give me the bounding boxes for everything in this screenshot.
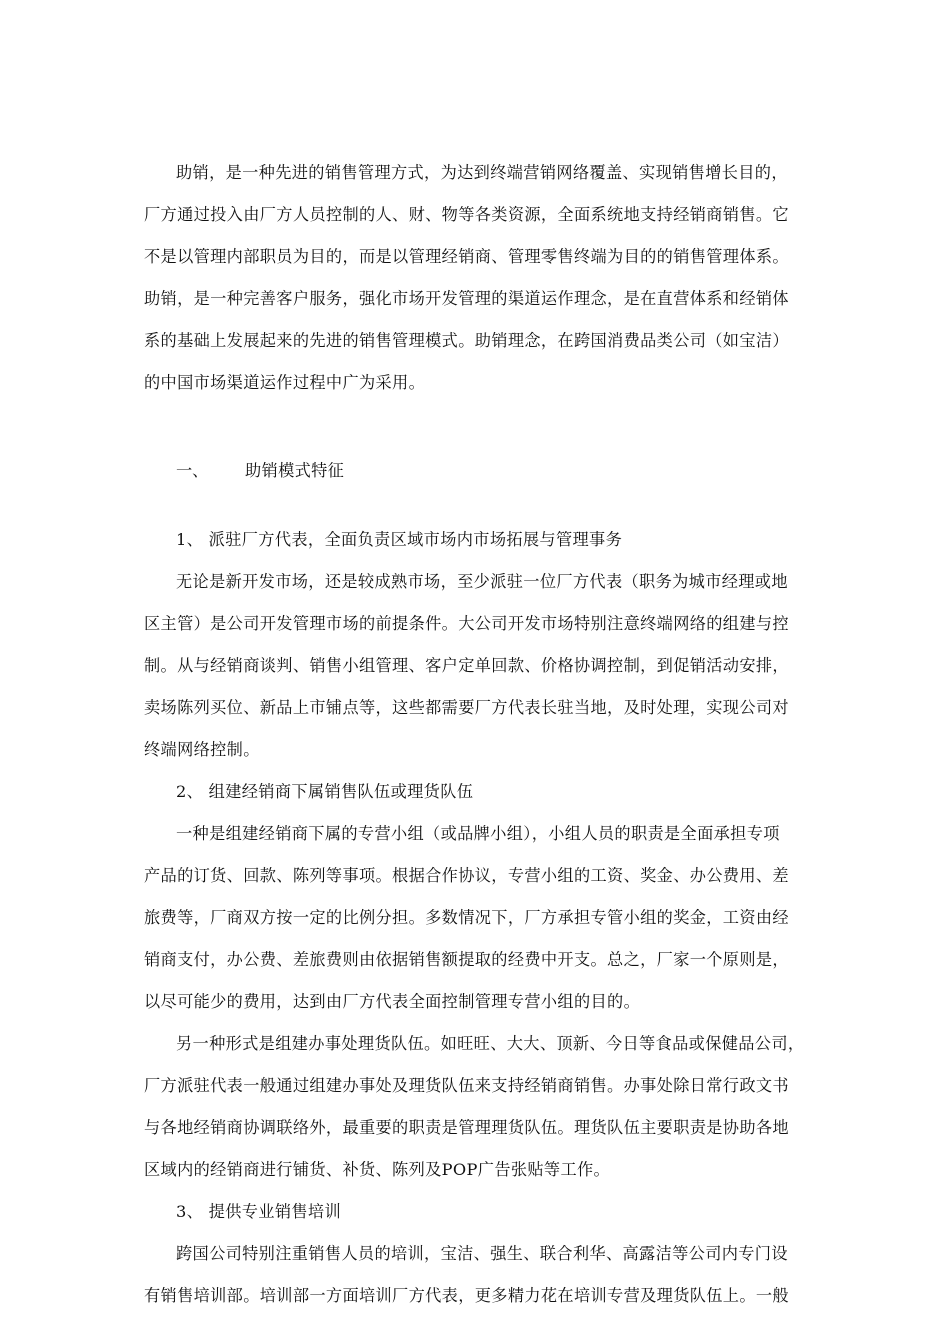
intro-line-5: 系的基础上发展起来的先进的销售管理模式。助销理念，在跨国消费品类公司（如宝洁） (144, 331, 789, 350)
item2-para2-line-2: 厂方派驻代表一般通过组建办事处及理货队伍来支持经销商销售。办事处除日常行政文书 (144, 1076, 789, 1095)
intro-line-3: 不是以管理内部职员为目的，而是以管理经销商、管理零售终端为目的的销售管理体系。 (144, 247, 789, 266)
intro-line-6: 的中国市场渠道运作过程中广为采用。 (144, 373, 426, 392)
section-number: 一、 (176, 461, 209, 480)
item2-para2-line-3: 与各地经销商协调联络外，最重要的职责是管理理货队伍。理货队伍主要职责是协助各地 (144, 1118, 789, 1137)
item2-para2-line-4: 区域内的经销商进行铺货、补货、陈列及POP广告张贴等工作。 (144, 1160, 611, 1179)
item1-line-1: 无论是新开发市场，还是较成熟市场，至少派驻一位厂方代表（职务为城市经理或地 (176, 572, 788, 591)
item1-title: 1、 派驻厂方代表，全面负责区域市场内市场拓展与管理事务 (176, 530, 623, 549)
item2-para1-line-2: 产品的订货、回款、陈列等事项。根据合作协议，专营小组的工资、奖金、办公费用、差 (144, 866, 789, 885)
item3-line-1: 跨国公司特别注重销售人员的培训，宝洁、强生、联合利华、高露洁等公司内专门设 (176, 1244, 788, 1263)
item2-para2-line-1: 另一种形式是组建办事处理货队伍。如旺旺、大大、顶新、今日等食品或保健品公司， (176, 1034, 805, 1053)
item1-line-4: 卖场陈列买位、新品上市铺点等，这些都需要厂方代表长驻当地，及时处理，实现公司对 (144, 698, 789, 717)
intro-line-4: 助销，是一种完善客户服务，强化市场开发管理的渠道运作理念，是在直营体系和经销体 (144, 289, 789, 308)
item2-para1-line-4: 销商支付，办公费、差旅费则由依据销售额提取的经费中开支。总之，厂家一个原则是， (144, 950, 789, 969)
item3-title: 3、 提供专业销售培训 (176, 1202, 341, 1221)
item1-line-3: 制。从与经销商谈判、销售小组管理、客户定单回款、价格协调控制，到促销活动安排， (144, 656, 789, 675)
intro-line-2: 厂方通过投入由厂方人员控制的人、财、物等各类资源，全面系统地支持经销商销售。它 (144, 205, 789, 224)
intro-line-1: 助销，是一种先进的销售管理方式，为达到终端营销网络覆盖、实现销售增长目的， (176, 163, 788, 182)
item2-para1-line-1: 一种是组建经销商下属的专营小组（或品牌小组），小组人员的职责是全面承担专项 (176, 824, 780, 843)
item2-para1-line-5: 以尽可能少的费用，达到由厂方代表全面控制管理专营小组的目的。 (144, 992, 641, 1011)
section-title: 助销模式特征 (245, 461, 345, 480)
item1-line-5: 终端网络控制。 (144, 740, 260, 759)
item1-line-2: 区主管）是公司开发管理市场的前提条件。大公司开发市场特别注意终端网络的组建与控 (144, 614, 789, 633)
item2-para1-line-3: 旅费等，厂商双方按一定的比例分担。多数情况下，厂方承担专管小组的奖金，工资由经 (144, 908, 789, 927)
item3-line-2: 有销售培训部。培训部一方面培训厂方代表，更多精力花在培训专营及理货队伍上。一般 (144, 1286, 789, 1305)
item2-title: 2、 组建经销商下属销售队伍或理货队伍 (176, 782, 474, 801)
